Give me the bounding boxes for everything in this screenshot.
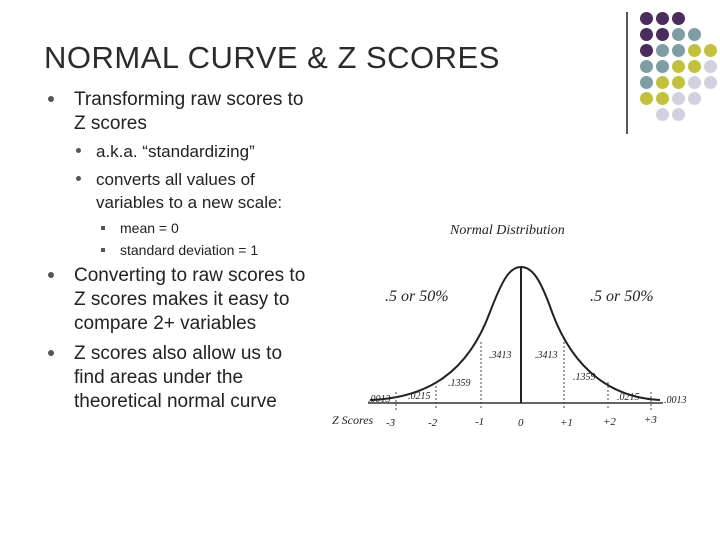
bullet-3-line-3: theoretical normal curve <box>74 391 277 412</box>
bullet-2-line-3: compare 2+ variables <box>74 313 257 334</box>
left-half-label: .5 or 50% <box>385 288 449 305</box>
sub-sub-bullet-1: mean = 0 <box>120 220 179 236</box>
bullet-3-line-2: find areas under the <box>74 367 244 388</box>
area-label: .0013 <box>368 394 391 405</box>
z-tick: -2 <box>428 417 438 429</box>
area-label: .1359 <box>448 378 471 389</box>
sub-sub-bullet-2: standard deviation = 1 <box>120 242 259 258</box>
sub-bullet-marker <box>76 148 81 153</box>
sub-bullet-1: a.k.a. “standardizing” <box>96 142 255 161</box>
normal-curve <box>370 267 660 400</box>
z-tick: -1 <box>475 416 485 428</box>
bullet-3-text <box>74 342 282 414</box>
z-tick: +2 <box>603 416 616 428</box>
sub-sub-bullet-marker <box>101 248 105 252</box>
decorative-divider <box>626 12 628 134</box>
sub-bullet-2 <box>96 168 282 214</box>
area-label: .1359 <box>573 372 596 383</box>
bullet-2-text <box>74 264 305 336</box>
bullet-marker <box>48 350 54 356</box>
bullet-marker <box>48 96 54 102</box>
bullet-marker <box>48 272 54 278</box>
bullet-2-line-2: Z scores makes it easy to <box>74 289 290 310</box>
z-axis-label: Z Scores <box>332 413 374 427</box>
area-label: .3413 <box>535 350 558 361</box>
sub-bullet-2-line-2: variables to a new scale: <box>96 193 283 212</box>
z-tick: -3 <box>386 417 396 429</box>
sub-sub-bullet-marker <box>101 226 105 230</box>
figure-title: Normal Distribution <box>450 223 565 238</box>
z-tick: +3 <box>644 414 657 426</box>
area-label: .0215 <box>617 392 640 403</box>
bullet-2-line-1: Converting to raw scores to <box>74 265 306 286</box>
bullet-1-line-1: Transforming raw scores to <box>74 89 304 110</box>
bullet-1-text <box>74 88 303 136</box>
bullet-3-line-1: Z scores also allow us to <box>74 343 283 364</box>
bullet-1-line-2: Z scores <box>74 113 147 134</box>
sub-bullet-2-line-1: converts all values of <box>96 170 255 189</box>
z-tick: 0 <box>518 417 524 429</box>
area-label: .0013 <box>664 395 687 406</box>
sub-bullet-marker <box>76 176 81 181</box>
right-half-label: .5 or 50% <box>590 288 654 305</box>
area-label: .0215 <box>408 391 431 402</box>
normal-distribution-figure <box>318 212 714 440</box>
z-tick: +1 <box>560 417 573 429</box>
area-label: .3413 <box>489 350 512 361</box>
slide-title: NORMAL CURVE & Z SCORES <box>44 40 500 75</box>
